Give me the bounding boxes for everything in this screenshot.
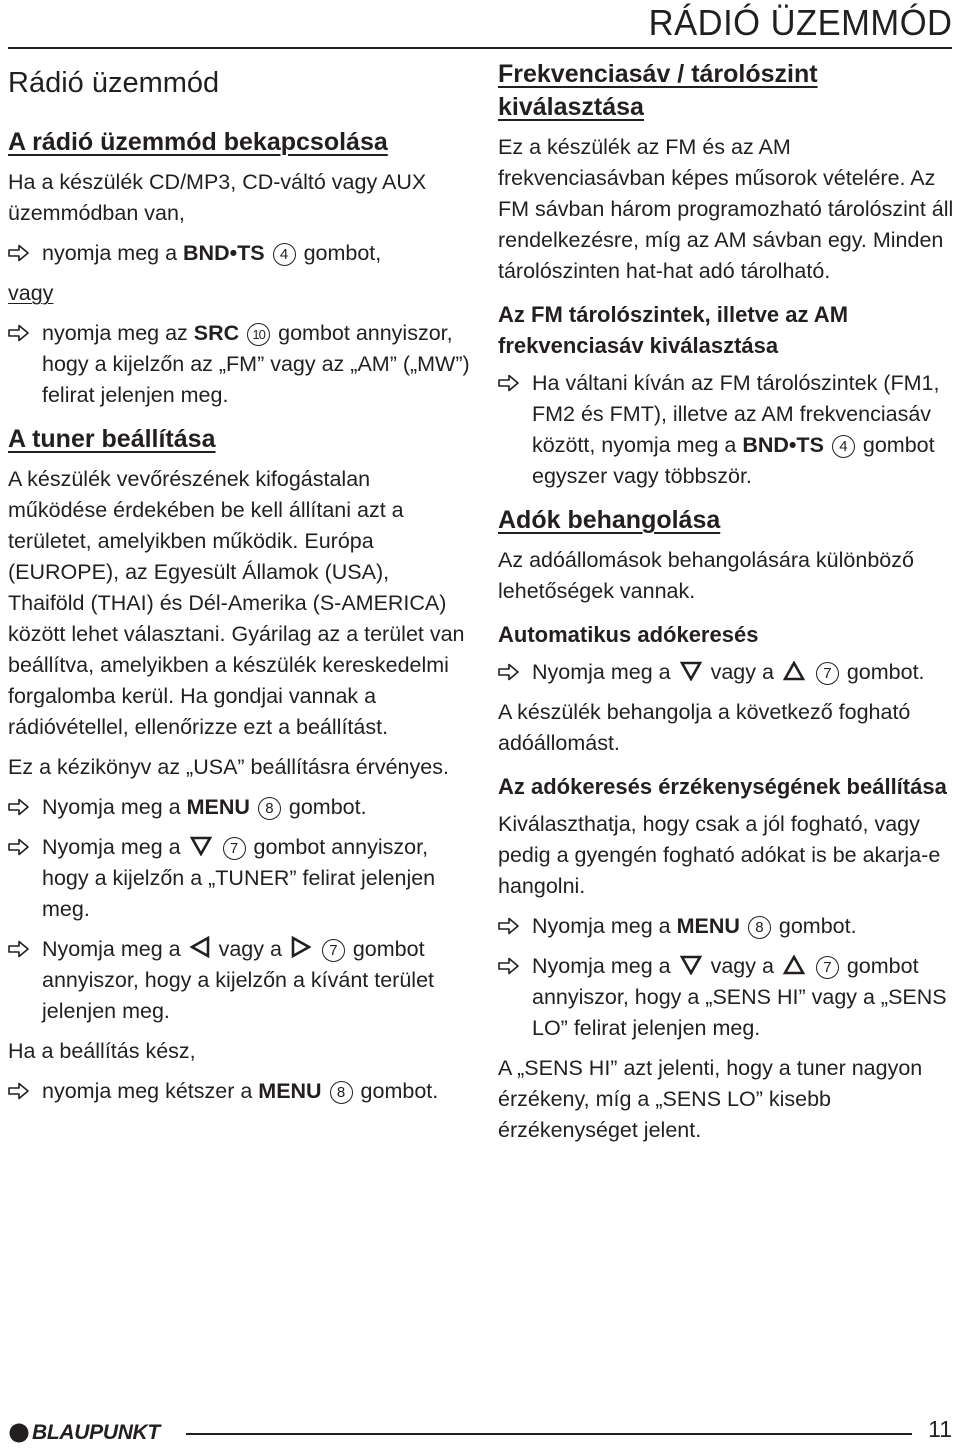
instruction-item: Nyomja meg a vagy a 7 gombot.: [498, 657, 954, 688]
button-number-badge: 7: [223, 837, 246, 860]
instruction-item: nyomja meg az SRC 10 gombot annyiszor, hogy a kijelzőn az „FM” vagy az „AM” („MW”) felirat jelenjen meg.: [8, 318, 470, 411]
arrow-right-icon: [498, 663, 520, 681]
button-number-badge: 10: [247, 323, 270, 346]
footer-rule: [186, 1433, 912, 1435]
section-heading-radio-on: A rádió üzemmód bekapcsolása: [8, 128, 388, 156]
section-heading-tuning: Adók behangolása: [498, 506, 721, 534]
button-number-badge: 4: [832, 435, 855, 458]
button-number-badge: 8: [330, 1081, 353, 1104]
brand-name: BLAUPUNKT: [32, 1421, 160, 1444]
button-number-badge: 8: [258, 797, 281, 820]
arrow-right-icon: [8, 1082, 30, 1100]
button-name: BND•TS: [183, 241, 265, 265]
blaupunkt-dot-icon: [8, 1422, 30, 1444]
paragraph: A készülék vevőrészének kifogástalan működése érdekében be kell állítani azt a területet, amelyikben működik. Európa (EUROPE), az Egyesült Államok (USA), Thaiföld (THAI) és Dél-Amerika (S-AMERICA) között lehet választani. Gyárilag az a terület van beállítva, amelyikben a készülék kereskedelmi forgalomba kerül. Ha gondjai vannak a rádióvétellel, ellenőrizze ezt a beállítást.: [8, 467, 465, 739]
paragraph: Ha a beállítás kész,: [8, 1039, 196, 1063]
blaupunkt-logo: [8, 1420, 160, 1446]
instruction-item: Nyomja meg a vagy a 7 gombot annyiszor, hogy a „SENS HI” vagy a „SENS LO” felirat jelenjen meg.: [498, 951, 954, 1044]
paragraph: Ez a készülék az FM és az AM frekvenciasávban képes műsorok vételére. Az FM sávban három programozható tárolószint áll rendelkezésre, míg az AM sávban egy. Minden tárolószinten hat-hat adó tárolható.: [498, 135, 954, 283]
arrow-right-icon: [498, 917, 520, 935]
instruction-item: Nyomja meg a MENU 8 gombot.: [498, 911, 954, 942]
arrow-right-icon: [498, 374, 520, 392]
paragraph: Ez a kézikönyv az „USA” beállításra érvényes.: [8, 755, 449, 779]
paragraph: A „SENS HI” azt jelenti, hogy a tuner nagyon érzékeny, míg a „SENS LO” kisebb érzékenységet jelent.: [498, 1056, 923, 1142]
triangle-up-icon: [783, 955, 805, 975]
paragraph: Kiválaszthatja, hogy csak a jól fogható, vagy pedig a gyengén fogható adókat is be akarja-e hangolni.: [498, 812, 941, 898]
button-name: MENU: [676, 914, 740, 938]
instruction-item: Nyomja meg a vagy a 7 gombot annyiszor, hogy a kijelzőn a kívánt terület jelenjen meg.: [8, 934, 470, 1027]
right-column: [498, 58, 954, 1155]
subsection-heading: Az FM tárolószintek, illetve az AM frekvenciasáv kiválasztása: [498, 302, 849, 358]
arrow-right-icon: [8, 244, 30, 262]
button-number-badge: 4: [273, 243, 296, 266]
button-number-badge: 7: [816, 956, 839, 979]
page-header-title: RÁDIÓ ÜZEMMÓD: [648, 2, 952, 43]
arrow-right-icon: [8, 940, 30, 958]
arrow-right-icon: [8, 838, 30, 856]
button-name: SRC: [193, 321, 240, 345]
header-rule: [8, 47, 952, 49]
triangle-up-icon: [783, 661, 805, 681]
button-name: MENU: [258, 1079, 322, 1103]
button-number-badge: 7: [816, 662, 839, 685]
subsection-heading: Az adókeresés érzékenységének beállítása: [498, 774, 947, 799]
button-number-badge: 8: [748, 916, 771, 939]
page-number: 11: [928, 1416, 952, 1442]
arrow-right-icon: [8, 324, 30, 342]
instruction-item: Nyomja meg a MENU 8 gombot.: [8, 792, 470, 823]
subsection-heading: Automatikus adókeresés: [498, 622, 759, 647]
triangle-down-icon: [190, 836, 212, 856]
arrow-right-icon: [498, 957, 520, 975]
instruction-item: nyomja meg a BND•TS 4 gombot,: [8, 238, 470, 269]
instruction-item: nyomja meg kétszer a MENU 8 gombot.: [8, 1076, 470, 1107]
triangle-down-icon: [680, 661, 702, 681]
paragraph: A készülék behangolja a következő fogható adóállomást.: [498, 700, 911, 755]
section-heading-tuner-setup: A tuner beállítása: [8, 425, 216, 453]
triangle-right-icon: [291, 936, 311, 958]
button-name: MENU: [186, 795, 250, 819]
button-name: BND•TS: [742, 433, 824, 457]
instruction-item: Nyomja meg a 7 gombot annyiszor, hogy a kijelzőn a „TUNER” felirat jelenjen meg.: [8, 832, 470, 925]
paragraph: Ha a készülék CD/MP3, CD-váltó vagy AUX üzemmódban van,: [8, 170, 427, 225]
triangle-left-icon: [190, 936, 210, 958]
or-separator: vagy: [8, 281, 54, 305]
triangle-down-icon: [680, 955, 702, 975]
button-number-badge: 7: [322, 939, 345, 962]
paragraph: Az adóállomások behangolására különböző lehetőségek vannak.: [498, 548, 914, 603]
left-column: [8, 58, 470, 1116]
page-heading: Rádió üzemmód: [8, 67, 220, 99]
section-heading-band-select: Frekvenciasáv / tárolószint kiválasztása: [498, 60, 818, 121]
instruction-item: Ha váltani kíván az FM tárolószintek (FM1, FM2 és FMT), illetve az AM frekvenciasáv között, nyomja meg a BND•TS 4 gombot egyszer vagy többször.: [498, 368, 954, 492]
arrow-right-icon: [8, 798, 30, 816]
